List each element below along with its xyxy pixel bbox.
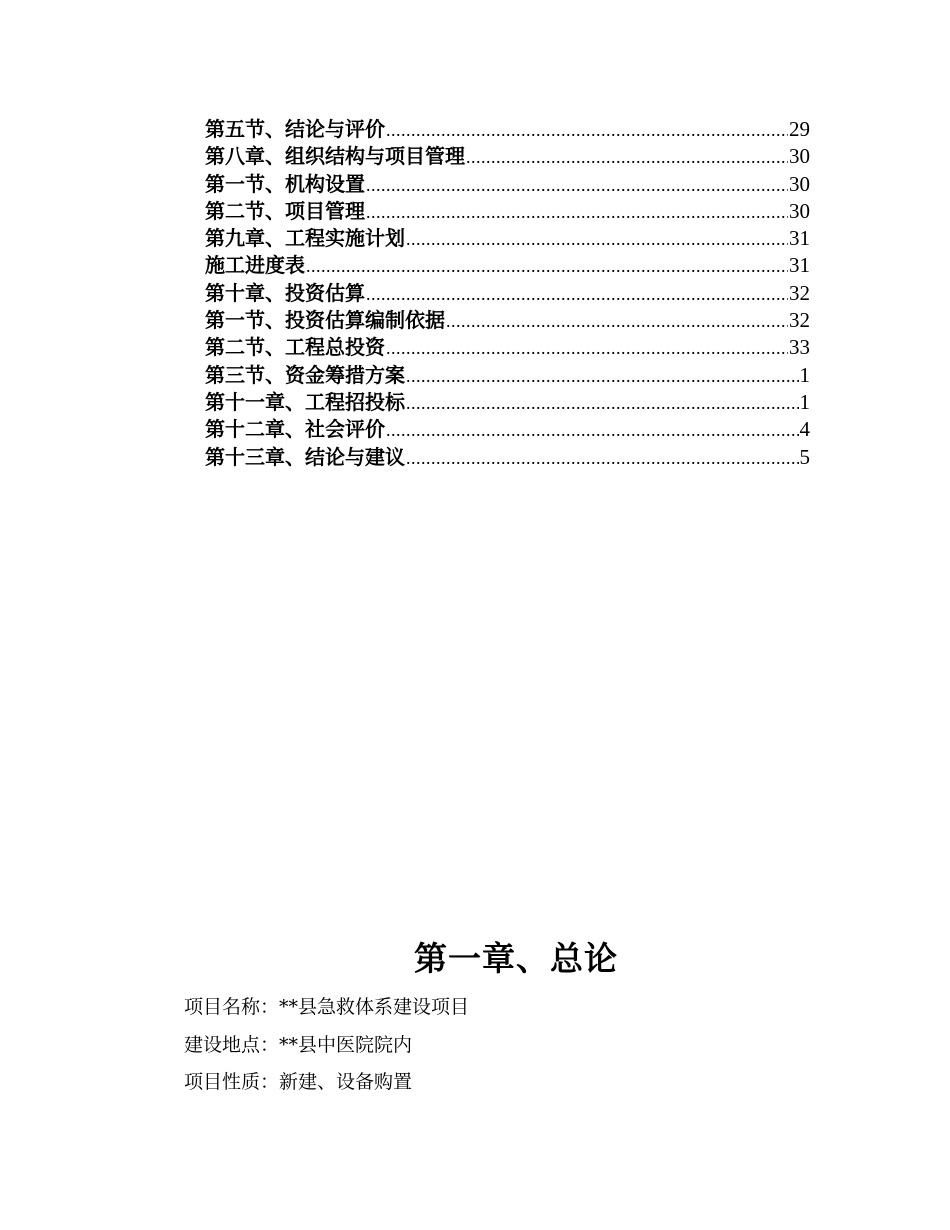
toc-entry-page: 30 [789, 171, 810, 196]
toc-entry[interactable] [205, 304, 810, 331]
toc-dot-leader [406, 229, 788, 250]
toc-entry-title: 第三节、资金筹措方案 [205, 362, 405, 387]
toc-entry[interactable] [205, 359, 810, 386]
toc-entry-page: 29 [789, 117, 810, 141]
toc-entry[interactable] [205, 413, 810, 440]
toc-entry[interactable] [205, 140, 810, 167]
toc-entry-title: 第十三章、结论与建议 [205, 444, 405, 469]
toc-entry[interactable] [205, 222, 810, 249]
toc-entry-title: 第八章、组织结构与项目管理 [205, 144, 465, 169]
toc-entry-page: 1 [799, 389, 810, 414]
toc-entry-page: 5 [799, 444, 810, 469]
table-of-contents [205, 113, 810, 468]
chapter-heading: 第一章、总论 [414, 939, 618, 978]
toc-dot-leader [306, 256, 788, 277]
toc-dot-leader [386, 120, 788, 141]
toc-entry[interactable] [205, 441, 810, 468]
toc-entry-title: 第十一章、工程招投标 [205, 389, 405, 414]
toc-entry[interactable] [205, 386, 810, 413]
project-location-line: 建设地点：**县中医院院内 [184, 1033, 413, 1056]
toc-entry-page: 4 [799, 417, 810, 442]
toc-dot-leader [366, 202, 788, 223]
toc-dot-leader [466, 147, 788, 168]
project-info [184, 992, 469, 1105]
toc-dot-leader [406, 448, 799, 469]
toc-dot-leader [366, 284, 788, 305]
toc-dot-leader [366, 175, 788, 196]
toc-dot-leader [386, 420, 799, 441]
toc-entry-title: 第十章、投资估算 [205, 280, 365, 305]
toc-dot-leader [386, 338, 788, 359]
toc-entry[interactable] [205, 195, 810, 222]
project-nature-line: 项目性质：新建、设备购置 [184, 1071, 413, 1093]
toc-entry-page: 30 [789, 144, 810, 169]
toc-entry[interactable] [205, 331, 810, 358]
toc-dot-leader [406, 366, 799, 387]
toc-entry-title: 第五节、结论与评价 [205, 117, 385, 141]
toc-entry[interactable] [205, 277, 810, 304]
project-name-line: 项目名称：**县急救体系建设项目 [184, 996, 470, 1018]
toc-dot-leader [446, 311, 788, 332]
toc-entry-title: 第二节、工程总投资 [205, 335, 385, 360]
toc-dot-leader [406, 393, 799, 414]
toc-entry[interactable] [205, 249, 810, 276]
toc-entry[interactable] [205, 113, 810, 140]
toc-entry[interactable] [205, 168, 810, 195]
toc-entry-title: 第十二章、社会评价 [205, 417, 385, 442]
toc-entry-page: 30 [789, 198, 810, 223]
toc-entry-page: 32 [789, 280, 810, 305]
toc-entry-title: 第一节、机构设置 [205, 171, 365, 196]
toc-entry-title: 第二节、项目管理 [205, 198, 365, 223]
toc-entry-page: 31 [789, 253, 810, 278]
toc-entry-page: 33 [789, 335, 810, 360]
toc-entry-title: 第一节、投资估算编制依据 [205, 308, 445, 333]
toc-entry-page: 1 [799, 362, 810, 387]
toc-entry-page: 32 [789, 308, 810, 333]
toc-entry-title: 施工进度表 [205, 253, 305, 278]
toc-entry-title: 第九章、工程实施计划 [205, 226, 405, 251]
toc-entry-page: 31 [789, 226, 810, 251]
